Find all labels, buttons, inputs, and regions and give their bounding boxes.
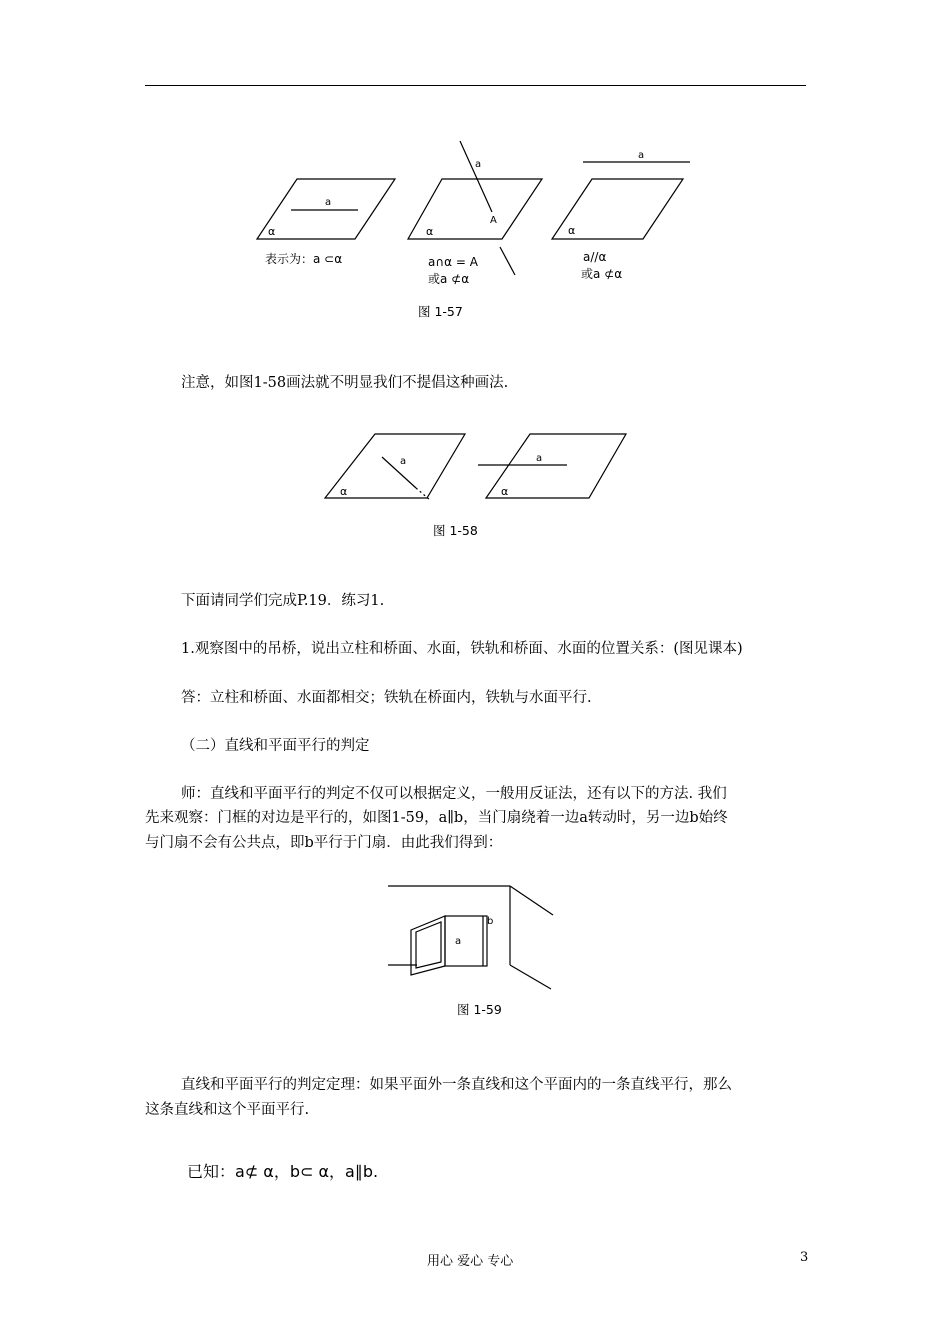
answer-paragraph: 答：立柱和桥面、水面都相交；铁轨在桥面内，铁轨与水面平行. bbox=[181, 690, 592, 706]
door-leaf-inner bbox=[416, 922, 441, 968]
expr-2b: 或a ⊄α bbox=[428, 272, 470, 285]
figure-1-59-drawing bbox=[385, 878, 565, 998]
plane-alpha-1 bbox=[257, 179, 395, 239]
page-number: 3 bbox=[800, 1250, 809, 1265]
expr-3a: a//α bbox=[583, 250, 607, 264]
caption-1-59: 图 1-59 bbox=[457, 1002, 502, 1017]
teacher-line-1: 师：直线和平面平行的判定不仅可以根据定义，一般用反证法，还有以下的方法. 我们 bbox=[181, 786, 727, 802]
header-rule bbox=[145, 85, 806, 86]
expr-2a: a∩α = A bbox=[428, 255, 478, 269]
label-a-1: a bbox=[400, 456, 407, 467]
line-a-1 bbox=[382, 457, 416, 488]
figure-1-59 bbox=[385, 878, 565, 998]
line-a-2-upper bbox=[460, 141, 492, 212]
expr-1: 表示为：a ⊂α bbox=[265, 252, 343, 266]
figure-1-57 bbox=[250, 135, 700, 285]
teacher-line-2: 先来观察：门框的对边是平行的，如图1-59，a∥b，当门扇绕着一边a转动时，另一边b始终 bbox=[145, 810, 728, 826]
label-alpha-3: α bbox=[568, 224, 576, 237]
caption-1-57: 图 1-57 bbox=[418, 304, 463, 319]
wall-corner-bottom bbox=[510, 965, 551, 989]
label-alpha-2: α bbox=[501, 485, 509, 498]
label-a: a bbox=[455, 936, 462, 947]
theorem-line-2: 这条直线和这个平面平行. bbox=[145, 1102, 310, 1118]
expr-3b: 或a ⊄α bbox=[581, 267, 623, 281]
label-alpha-1: α bbox=[340, 485, 348, 498]
label-alpha-2: α bbox=[426, 225, 434, 238]
label-b: b bbox=[487, 916, 494, 927]
figure-1-58 bbox=[320, 425, 635, 505]
label-alpha-1: α bbox=[268, 225, 276, 238]
label-a-3: a bbox=[638, 150, 645, 161]
caption-1-58: 图 1-58 bbox=[433, 523, 478, 538]
practice-paragraph: 下面请同学们完成P.19．练习1. bbox=[181, 593, 385, 609]
wall-corner-top bbox=[510, 886, 553, 915]
theorem-line-1: 直线和平面平行的判定定理：如果平面外一条直线和这个平面内的一条直线平行，那么 bbox=[181, 1077, 732, 1093]
label-a-1: a bbox=[325, 197, 332, 208]
section-heading: （二）直线和平面平行的判定 bbox=[181, 738, 370, 754]
given-statement: 已知：a⊄ α，b⊂ α，a∥b. bbox=[187, 1162, 379, 1181]
line-a-2-lower bbox=[500, 247, 515, 275]
note-paragraph: 注意，如图1-58画法就不明显我们不提倡这种画法. bbox=[181, 375, 509, 391]
footer-center-text: 用心 爱心 专心 bbox=[427, 1254, 514, 1269]
figure-1-58-drawing bbox=[320, 425, 635, 505]
label-a-2: a bbox=[475, 159, 482, 170]
question-1: 1.观察图中的吊桥，说出立柱和桥面、水面，铁轨和桥面、水面的位置关系：(图见课本) bbox=[181, 641, 743, 657]
figure-1-57-drawing bbox=[250, 135, 700, 285]
label-point-A: A bbox=[490, 215, 497, 226]
teacher-line-3: 与门扇不会有公共点，即b平行于门扇．由此我们得到： bbox=[145, 835, 503, 851]
label-a-2: a bbox=[536, 453, 543, 464]
door-frame bbox=[445, 916, 487, 966]
